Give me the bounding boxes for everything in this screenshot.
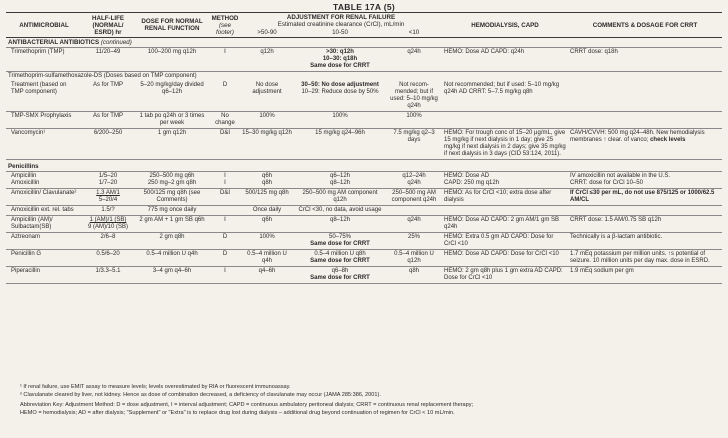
footnotes: [20, 383, 720, 417]
method: [210, 172, 240, 189]
header-crcl-10-50: 10-50: [294, 28, 386, 38]
abbreviation-key-1: Abbreviation Key: Adjustment Method: D = dose adjustment, I = interval adjustment; CAPD = continuous ambulatory peritoneal dialysis; CRRT = continuous renal replacement therapy;: [20, 402, 474, 408]
dose-gt50: 100%: [240, 233, 294, 250]
method: D&I: [210, 129, 240, 160]
footnote-2: ² Clavulanate cleared by liver, not kidney. Hence as dose of combination decreased, a deficiency of clavulanate may occur (JAMA 285:386, 2001).: [20, 392, 381, 398]
dose-10-50-b: 10–29: Reduce dose by 50%: [301, 89, 379, 95]
header-crcl-lt10: <10: [386, 28, 442, 38]
dose-gt50: 15–30 mg/kg q12h: [240, 129, 294, 160]
half-life: 0.5/6–20: [82, 250, 134, 267]
method: D&I: [210, 189, 240, 206]
header-half-life: HALF-LIFE (NORMAL/ ESRD) hr: [82, 13, 134, 38]
header-adjustment: [240, 13, 442, 29]
normal-dose: 1 tab po q24h or 3 times per week: [134, 112, 210, 129]
dose-gt50: q12h: [240, 48, 294, 72]
normal-dose-b: 250 mg–2 gm q8h: [147, 180, 197, 186]
dose-10-50: [294, 267, 386, 284]
dose-gt50: 500/125 mg q8h: [240, 189, 294, 206]
dose-10-50-a: 30–50: No dose adjustment: [301, 82, 379, 88]
dose-10-50: 250–500 mg AM component q12h: [294, 189, 386, 206]
comments-a: CAVH/CVVH: 500 mg q24–48h. New hemodialysis membranes ↑ clear. of vanco;: [570, 130, 705, 143]
dose-10-50-a: >30: q12h: [326, 49, 354, 55]
method: I: [210, 48, 240, 72]
header-adjustment-label: ADJUSTMENT FOR RENAL FAILURE: [286, 14, 396, 21]
comments: CRRT dose: 1.5 AM/0.75 SB q12h: [568, 216, 722, 233]
drug-name: Trimethoprim (TMP): [6, 48, 82, 72]
normal-dose: 100–200 mg q12h: [134, 48, 210, 72]
dose-10-50-c: Same dose for CRRT: [310, 63, 370, 69]
half-life-a: 1/5–20: [98, 173, 118, 179]
half-life-a: 1.3 AM/1: [96, 190, 120, 196]
hemodialysis: HEMO: As for CrCl <10; extra dose after dialysis: [442, 189, 568, 206]
header-dose-normal: DOSE FOR NORMAL RENAL FUNCTION: [134, 13, 210, 38]
dose-gt50-b: q8h: [261, 180, 272, 186]
drug-name: Amoxicillin ext. rel. tabs: [6, 206, 82, 216]
comments: 1.9 mEq sodium per gm: [568, 267, 722, 284]
group-tmp-smx: [6, 72, 722, 82]
group-antibacterial: [6, 38, 722, 48]
normal-dose: 1 gm q12h: [134, 129, 210, 160]
header-adjustment-sub: Estimated creatinine clearance (CrCl), mL/min: [277, 21, 405, 28]
drug-name: [6, 172, 82, 189]
half-life: 1.5/?: [82, 206, 134, 216]
group-antibacterial-suffix: (continued): [100, 39, 132, 46]
group-penicillins: [6, 160, 722, 172]
dose-gt50: 0.5–4 million U q4h: [240, 250, 294, 267]
dose-gt50: q6h: [240, 216, 294, 233]
hemodialysis: HEMO: 2 gm q8h plus 1 gm extra AD CAPD: Dose for CrCl <10: [442, 267, 568, 284]
dose-lt10: 250–500 mg AM component q24h: [386, 189, 442, 206]
hemodialysis: HEMO: Extra 0.5 gm AD CAPD: Dose for CrCl <10: [442, 233, 568, 250]
table-title: TABLE 17A (5): [333, 2, 395, 12]
dose-10-50-b: Same dose for CRRT: [310, 275, 370, 281]
hemodialysis-b: CAPD: 250 mg q12h: [444, 180, 500, 186]
header-antimicrobial: ANTIMICROBIAL: [6, 13, 82, 38]
table-row-penicillin-g: [6, 250, 722, 267]
table-row-aztreonam: [6, 233, 722, 250]
normal-dose: 5–20 mg/kg/day divided q6–12h: [134, 81, 210, 112]
hemodialysis: HEMO: Dose AD CAPD: Dose for CrCl <10: [442, 250, 568, 267]
hemodialysis: HEMO: For trough conc of 15–20 µg/mL, give 15 mg/kg if next dialysis in 1 day; give 25 mg/kg if next dialysis in 2 days; give 35 mg/kg if next dialysis in 3 days (CID 53:124, 2011).: [442, 129, 568, 160]
half-life: 1/3.3–5.1: [82, 267, 134, 284]
dose-lt10-b: q24h: [407, 180, 421, 186]
table-row-amoxicillin-er: [6, 206, 722, 216]
normal-dose: 2 gm AM + 1 gm SB q6h: [134, 216, 210, 233]
header-crcl-gt50: >50-90: [240, 28, 294, 38]
dose-gt50: q4–6h: [240, 267, 294, 284]
header-method-label: METHOD: [211, 14, 239, 22]
dose-lt10: q8h: [386, 267, 442, 284]
dose-10-50-a: 50–75%: [328, 234, 352, 240]
comments: [568, 172, 722, 189]
method: D: [210, 81, 240, 112]
dose-10-50: [294, 81, 386, 112]
method: I: [210, 267, 240, 284]
drug-name: Treatment (based on TMP component): [6, 81, 82, 112]
comments-b: CRRT: dose for CrCl 10–50: [570, 180, 643, 186]
half-life: As for TMP: [82, 112, 134, 129]
dose-10-50-a: q6–8h: [331, 268, 349, 274]
dose-gt50: Once daily: [240, 206, 294, 216]
normal-dose: 0.5–4 million U q4h: [134, 250, 210, 267]
comments: [568, 112, 722, 129]
half-life: [82, 189, 134, 206]
comments: [568, 206, 722, 216]
normal-dose: 3–4 gm q4–6h: [134, 267, 210, 284]
drug-name: TMP-SMX Prophylaxis: [6, 112, 82, 129]
dose-10-50: 15 mg/kg q24–96h: [294, 129, 386, 160]
group-tmp-smx-label: Trimethoprim-sulfamethoxazole-DS (Doses based on TMP component): [8, 73, 197, 79]
dose-lt10: 25%: [386, 233, 442, 250]
table-row-trimethoprim: [6, 48, 722, 72]
half-life: [82, 216, 134, 233]
table-row-vancomycin: [6, 129, 722, 160]
dose-10-50: 100%: [294, 112, 386, 129]
comments: CRRT dose: q18h: [568, 48, 722, 72]
dose-gt50: 100%: [240, 112, 294, 129]
dose-10-50-b: q8–12h: [329, 180, 351, 186]
drug-name: Vancomycin¹: [6, 129, 82, 160]
table-row-amoxicillin-clavulanate: [6, 189, 722, 206]
drug-name-b: Amoxicillin: [11, 180, 40, 186]
normal-dose: [134, 172, 210, 189]
dose-10-50: q8–12h: [294, 216, 386, 233]
comments-b: check levels: [650, 137, 686, 143]
group-antibacterial-label: ANTIBACTERIAL ANTIBIOTICS: [8, 39, 100, 46]
hemodialysis: HEMO: Dose AD CAPD: q24h: [442, 48, 568, 72]
dose-lt10: 0.5–4 million U q12h: [386, 250, 442, 267]
method: D: [210, 233, 240, 250]
header-comments: COMMENTS & DOSAGE FOR CRRT: [568, 13, 722, 38]
dose-gt50: No dose adjustment: [240, 81, 294, 112]
page: [6, 2, 722, 284]
half-life-b: 1/7–20: [98, 180, 118, 186]
method-a: I: [224, 173, 226, 179]
method-b: I: [224, 180, 226, 186]
header-method: [210, 13, 240, 38]
half-life-b: 5–20/4: [98, 197, 118, 203]
half-life: [82, 172, 134, 189]
normal-dose: 500/125 mg q8h (see Comments): [134, 189, 210, 206]
hemodialysis-a: HEMO: Dose AD: [444, 173, 490, 179]
drug-name: Amoxicillin/ Clavulanate²: [6, 189, 82, 206]
hemodialysis: [442, 172, 568, 189]
drug-name: Penicillin G: [6, 250, 82, 267]
dose-gt50: [240, 172, 294, 189]
dose-lt10-a: q12–24h: [402, 173, 426, 179]
table-row-tmp-smx-treatment: [6, 81, 722, 112]
dose-10-50-b: Same dose for CRRT: [310, 241, 370, 247]
comments: [568, 129, 722, 160]
dose-gt50-a: q6h: [261, 173, 272, 179]
dose-lt10: 7.5 mg/kg q2–3 days: [386, 129, 442, 160]
dose-lt10: 100%: [386, 112, 442, 129]
dose-10-50: CrCl <30, no data, avoid usage: [294, 206, 386, 216]
normal-dose: 2 gm q8h: [134, 233, 210, 250]
dose-lt10: q24h: [386, 216, 442, 233]
header-method-sub: (see footer): [216, 21, 234, 36]
hemodialysis: Not recommended; but if used: 5–10 mg/kg q24h AD CRRT: 5–7.5 mg/kg q8h: [442, 81, 568, 112]
dose-lt10: Not recom- mended; but if used: 5–10 mg/kg q24h: [386, 81, 442, 112]
drug-name: Aztreonam: [6, 233, 82, 250]
dose-lt10: q24h: [386, 48, 442, 72]
dose-10-50-a: 0.5–4 million U q8h: [314, 251, 366, 257]
table-row-piperacillin: [6, 267, 722, 284]
dose-10-50: [294, 233, 386, 250]
table-row-ampicillin-sulbactam: [6, 216, 722, 233]
group-penicillins-label: Penicillins: [6, 160, 722, 172]
normal-dose-a: 250–500 mg q6h: [149, 173, 195, 179]
table-row-ampicillin-amoxicillin: [6, 172, 722, 189]
half-life: 6/200–250: [82, 129, 134, 160]
dose-10-50-a: q6–12h: [329, 173, 351, 179]
drug-name: Piperacillin: [6, 267, 82, 284]
half-life: 11/20–49: [82, 48, 134, 72]
method: No change: [210, 112, 240, 129]
abbreviation-key-2: HEMO = hemodialysis; AD = after dialysis; "Supplement" or "Extra" is to replace drug lost during dialysis – additional drug beyond continuation of regimen for CrCl < 10 mL/min.: [20, 410, 455, 416]
dose-10-50-b: Same dose for CRRT: [310, 258, 370, 264]
hemodialysis: HEMO: Dose AD CAPD: 2 gm AM/1 gm SB q24h: [442, 216, 568, 233]
half-life-b: 9 (AM)/10 (SB): [87, 224, 128, 230]
comments: If CrCl ≤30 per mL, do not use 875/125 or 1000/62.5 AM/CL: [568, 189, 722, 206]
dose-10-50: [294, 48, 386, 72]
hemodialysis: [442, 206, 568, 216]
drug-name: Ampicillin (AM)/ Sulbactam(SB): [6, 216, 82, 233]
table-row-tmp-smx-prophylaxis: [6, 112, 722, 129]
drug-name-a: Ampicillin: [11, 173, 37, 179]
comments: 1.7 mEq potassium per million units. ↑s potential of seizure. 10 million units per day max. dose in ESRD.: [568, 250, 722, 267]
comments-a: IV amoxicillin not available in the U.S.: [570, 173, 671, 179]
half-life-a: 1 (AM)/1 (SB): [89, 217, 127, 223]
hemodialysis: [442, 112, 568, 129]
normal-dose: 775 mg once daily: [134, 206, 210, 216]
dose-10-50: [294, 250, 386, 267]
method: I: [210, 216, 240, 233]
dose-10-50-b: 10–30: q18h: [322, 56, 358, 62]
comments: Technically is a β-lactam antibiotic.: [568, 233, 722, 250]
dose-lt10: [386, 172, 442, 189]
method: [210, 206, 240, 216]
footnote-1: ¹ If renal failure, use EMIT assay to measure levels; levels overestimated by RIA or fluorescent immunoassay.: [20, 384, 291, 390]
renal-dosing-table: [6, 12, 722, 284]
header-hemodialysis: HEMODIALYSIS, CAPD: [442, 13, 568, 38]
half-life: As for TMP: [82, 81, 134, 112]
header-row: [6, 13, 722, 29]
comments: [568, 81, 722, 112]
half-life: 2/6–8: [82, 233, 134, 250]
method: D: [210, 250, 240, 267]
dose-10-50: [294, 172, 386, 189]
dose-lt10: [386, 206, 442, 216]
